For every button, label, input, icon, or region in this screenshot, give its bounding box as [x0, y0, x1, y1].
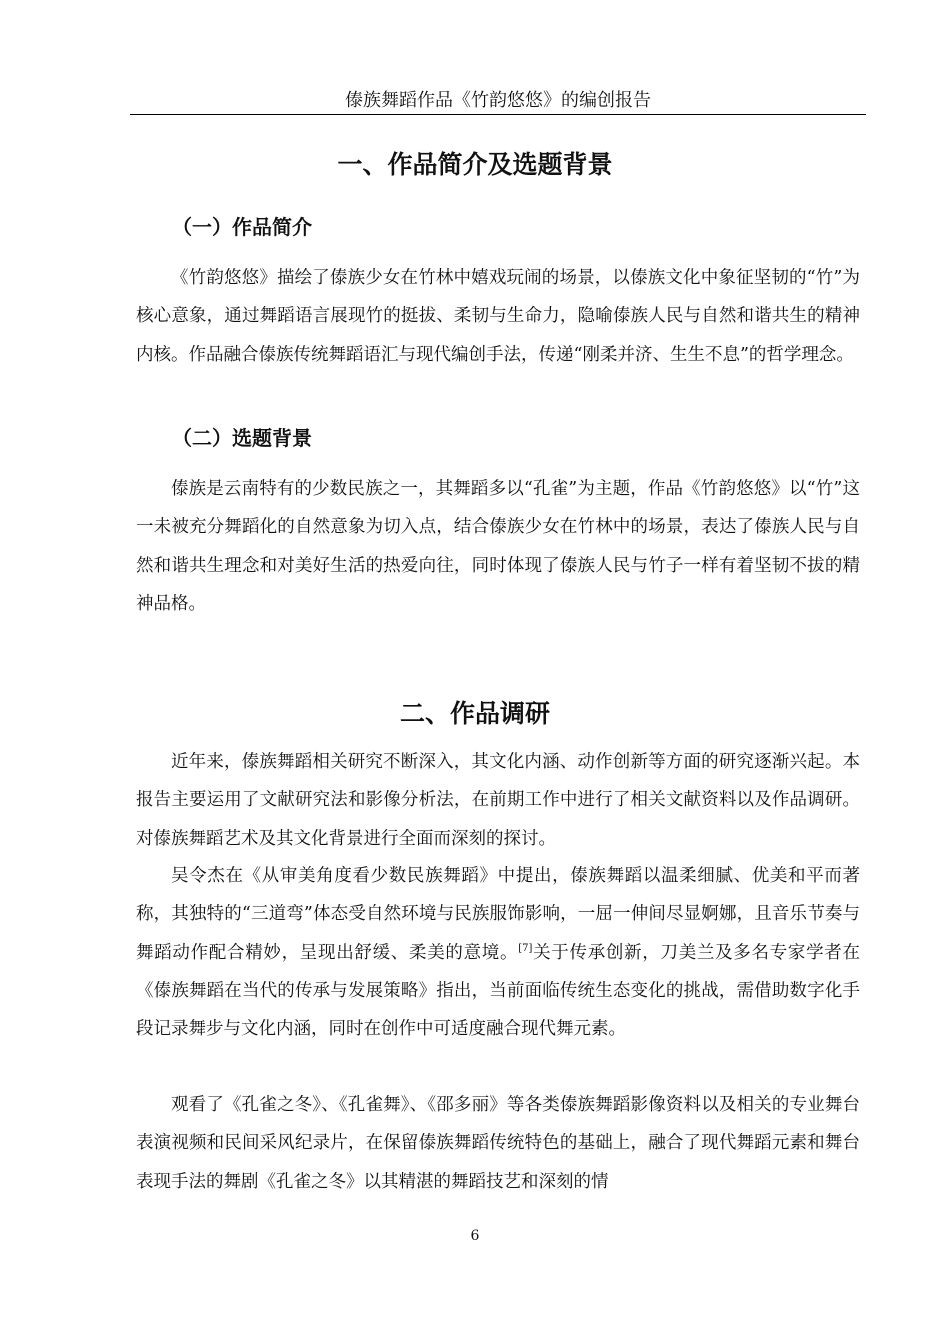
research-paragraph-3: 观看了《孔雀之冬》、《孔雀舞》、《邵多丽》等各类傣族舞蹈影像资料以及相关的专业舞台表演视频和民间采风纪录片，在保留傣族舞蹈传统特色的基础上，融合了现代舞蹈元素和舞台表现手法的舞剧《孔雀之冬》以其精湛的舞蹈技艺和深刻的情	[136, 1095, 860, 1192]
background-paragraph: 傣族是云南特有的少数民族之一，其舞蹈多以“孔雀”为主题，作品《竹韵悠悠》以“竹”这一未被充分舞蹈化的自然意象为切入点，结合傣族少女在竹林中的场景，表达了傣族人民与自然和谐共生理念和对美好生活的热爱向往，同时体现了傣族人民与竹子一样有着坚韧不拔的精神品格。	[136, 479, 860, 614]
intro-paragraph: 《竹韵悠悠》描绘了傣族少女在竹林中嬉戏玩闹的场景，以傣族文化中象征坚韧的“竹”为核心意象，通过舞蹈语言展现竹的挺拔、柔韧与生命力，隐喻傣族人民与自然和谐共生的精神内核。作品融合傣族传统舞蹈语汇与现代编创手法，传递“刚柔并济、生生不息”的哲学理念。	[136, 268, 860, 365]
subsection-2-title: （二）选题背景	[172, 426, 312, 450]
research-paragraph-2	[136, 857, 860, 1048]
paragraph-text: 关于传承创新，刀美兰及多名专家学者在《傣族舞蹈在当代的传承与发展策略》指出，当前面临传统生态变化的挑战，需借助数字化手段记录舞步与文化内涵，同时在创作中可适度融合现代舞元素。	[136, 942, 861, 1040]
paragraph-text: 吴令杰在《从审美角度看少数民族舞蹈》中提出，傣族舞蹈以温柔细腻、优美和平而著称，其独特的“三道弯”体态受自然环境与民族服饰影响，一屈一伸间尽显婀娜，且音乐节奏与舞蹈动作配合精妙，呈现出舒缓、柔美的意境。	[136, 866, 860, 963]
citation-ref: [7]	[518, 942, 533, 954]
section-2-title: 二、作品调研	[399, 699, 550, 728]
subsection-1-title: （一）作品简介	[172, 215, 312, 239]
page-number: 6	[470, 1228, 480, 1244]
section-1-title: 一、作品简介及选题背景	[337, 150, 613, 179]
research-paragraph-1: 近年来，傣族舞蹈相关研究不断深入，其文化内涵、动作创新等方面的研究逐渐兴起。本报告主要运用了文献研究法和影像分析法，在前期工作中进行了相关文献资料以及作品调研。对傣族舞蹈艺术及其文化背景进行全面而深刻的探讨。	[136, 752, 860, 849]
running-header: 傣族舞蹈作品《竹韵悠悠》的编创报告	[130, 88, 866, 115]
